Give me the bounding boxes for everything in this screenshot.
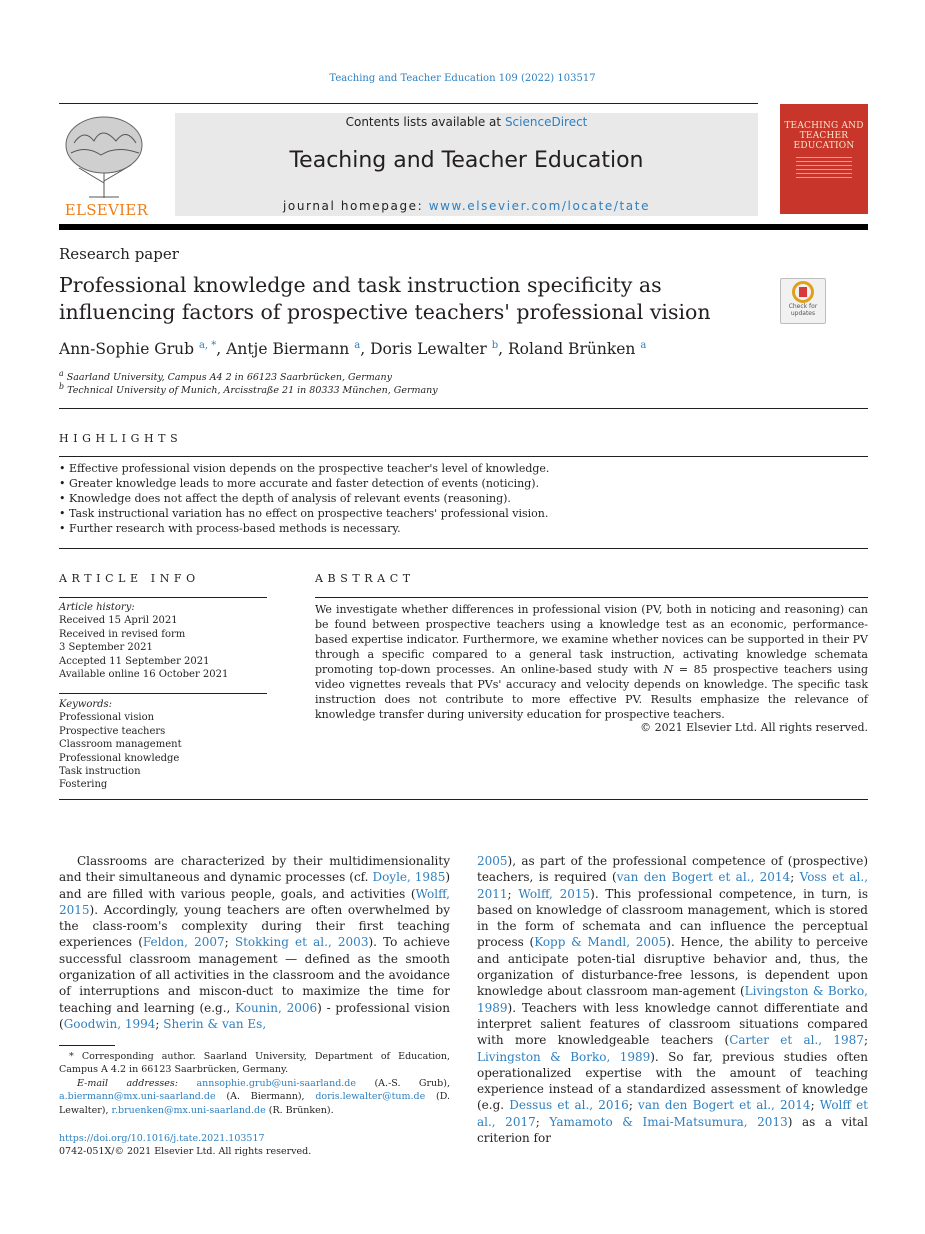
- body-text: Classrooms are characterized by their multidimensionality and their simultaneous and dynamic processes (cf.: [59, 854, 450, 885]
- contents-line: [175, 115, 758, 129]
- cover-decoration: [796, 157, 852, 178]
- header-thick-rule: [59, 224, 868, 230]
- highlight-item: • Further research with process-based methods is necessary.: [59, 522, 401, 535]
- highlight-item: • Task instructional variation has no effect on prospective teachers' professional vision.: [59, 507, 549, 520]
- article-title: Professional knowledge and task instruction specificity as influencing factors of prospective teachers' professional vision: [59, 273, 711, 324]
- author-affiliation-mark[interactable]: a, *: [198, 340, 217, 351]
- history-line: Received 15 April 2021: [59, 615, 178, 627]
- citation-link[interactable]: van den Bogert et al., 2014: [638, 1098, 811, 1113]
- article-info-heading: ARTICLE INFO: [59, 572, 200, 585]
- citation-link[interactable]: Voss et al., 2011: [477, 870, 869, 901]
- history-line: Received in revised form: [59, 628, 186, 640]
- body-text: ) - professional vision (: [59, 1000, 451, 1031]
- citation-link[interactable]: van den Bogert et al., 2014: [616, 870, 791, 885]
- citation-link[interactable]: Sherin & van Es,: [163, 1016, 267, 1031]
- history-line: Available online 16 October 2021: [59, 669, 229, 681]
- journal-reference[interactable]: Teaching and Teacher Education 109 (2022) 103517: [329, 73, 596, 84]
- author-list: Ann-Sophie Grub $^{a, *}$, Antje Biermann $^a$, Doris Lewalter $^b$, Roland Brünken $^a$: [59, 340, 647, 359]
- email-addresses: [59, 1077, 450, 1117]
- article-type: Research paper: [59, 245, 179, 263]
- body-text: ;: [863, 1033, 868, 1048]
- citation-link[interactable]: Wolff, 2015: [59, 886, 450, 917]
- highlights-list: [59, 461, 549, 536]
- section-rule: [59, 408, 868, 409]
- email-owner: (R. Brünken).: [265, 1104, 334, 1116]
- email-link[interactable]: doris.lewalter@tum.de: [315, 1091, 426, 1103]
- citation-link[interactable]: Livingston & Borko, 1989: [477, 984, 868, 1015]
- keywords-label: Keywords:: [59, 699, 113, 710]
- highlight-item: • Knowledge does not affect the depth of analysis of relevant events (reasoning).: [59, 492, 511, 505]
- keywords: [59, 698, 267, 792]
- affiliation-text: Saarland University, Campus A4 2 in 66123 Saarbrücken, Germany: [66, 372, 392, 384]
- doi-link[interactable]: https://doi.org/10.1016/j.tate.2021.103517: [59, 1133, 265, 1144]
- footnote-rule: [59, 1045, 115, 1046]
- email-link[interactable]: annsophie.grub@uni-saarland.de: [196, 1077, 357, 1089]
- highlight-text: Further research with process-based methods is necessary.: [69, 522, 401, 535]
- affiliation-text: Technical University of Munich, Arcisstraße 21 in 80333 München, Germany: [67, 385, 438, 397]
- email-owner: (A.-S. Grub),: [356, 1077, 450, 1089]
- citation-link[interactable]: 2005: [477, 854, 508, 868]
- article-info-rule: [59, 597, 267, 598]
- author-name[interactable]: Roland Brünken: [508, 340, 636, 359]
- footnote: [59, 1050, 450, 1117]
- body-text: ). Hence, the ability to perceive and anticipate poten-tial disruptive behavior and, thus, the organization of disturbance-free lessons, is dependent upon knowledge about classroom man-agement (: [477, 935, 869, 999]
- affiliation-mark: b: [59, 382, 65, 391]
- keyword: Prospective teachers: [59, 725, 166, 737]
- highlight-text: Effective professional vision depends on the prospective teacher's level of knowledge.: [69, 462, 550, 475]
- abstract-variable: N: [663, 663, 674, 676]
- cover-title: TEACHING AND TEACHER EDUCATION: [784, 121, 864, 151]
- issn-line: 0742-051X/© 2021 Elsevier Ltd. All rights reserved.: [59, 1146, 312, 1158]
- keyword: Professional vision: [59, 712, 155, 724]
- keyword: Task instruction: [59, 766, 141, 778]
- body-text: ). This professional competence, in turn, is based on knowledge of classroom management, which is stored in the form of schemata and can influence the perceptual process (: [477, 886, 869, 950]
- journal-cover[interactable]: [780, 104, 868, 214]
- body-text: ;: [507, 886, 519, 901]
- citation-link[interactable]: Yamamoto & Imai-Matsumura, 2013: [549, 1114, 788, 1129]
- citation-link[interactable]: Feldon, 2007: [142, 935, 225, 950]
- citation-link[interactable]: Dessus et al., 2016: [509, 1098, 629, 1113]
- keyword: Professional knowledge: [59, 752, 180, 764]
- abstract-part: We investigate whether differences in professional vision (PV, both in noticing and reasoning) can be found between prospective teachers using a knowledge test as an economic, performance-based expertise indicator. Furthermore, we examine whether novices can be supported in their PV through a specific compared to a general task instruction, activating knowledge schemata promoting top-down processes. An online-based study with: [315, 603, 868, 676]
- abstract-rule: [315, 597, 868, 598]
- elsevier-wordmark: ELSEVIER: [64, 201, 149, 219]
- journal-name[interactable]: Teaching and Teacher Education: [289, 148, 644, 173]
- author-name[interactable]: Ann-Sophie Grub: [59, 340, 195, 359]
- body-text: ;: [224, 935, 235, 950]
- homepage-line: [175, 199, 758, 213]
- abstract-heading: ABSTRACT: [315, 572, 415, 585]
- body-text: ), as part of the professional competence of (prospective) teachers, is required (: [477, 854, 868, 885]
- body-column-right: [477, 853, 868, 1146]
- citation-link[interactable]: Livingston & Borko, 1989: [477, 1049, 651, 1064]
- email-owner: (D. Lewalter),: [59, 1091, 450, 1116]
- keywords-rule: [59, 693, 267, 694]
- highlight-item: • Effective professional vision depends on the prospective teacher's level of knowledge.: [59, 462, 550, 475]
- citation-link[interactable]: Wolff, 2015: [518, 886, 591, 901]
- section-rule: [59, 548, 868, 549]
- contents-prefix: Contents lists available at: [345, 115, 505, 129]
- keyword: Classroom management: [59, 739, 182, 751]
- email-owner: (A. Biermann),: [215, 1091, 316, 1103]
- highlights-heading: HIGHLIGHTS: [59, 432, 183, 445]
- author-name[interactable]: Doris Lewalter: [370, 340, 487, 359]
- body-text: ;: [155, 1016, 164, 1031]
- article-history: [59, 601, 267, 681]
- citation-link[interactable]: Stokking et al., 2003: [234, 935, 369, 950]
- page-footer: [59, 1132, 311, 1159]
- body-column-left: [59, 853, 450, 1032]
- body-text: ;: [628, 1098, 639, 1113]
- section-rule: [59, 799, 868, 800]
- body-text: ). So far, previous studies often operationalized expertise with the amount of teaching experience instead of a standardized assessment of knowledge (e.g.: [477, 1049, 868, 1113]
- highlight-text: Task instructional variation has no effect on prospective teachers' professional vision.: [69, 507, 549, 520]
- citation-link[interactable]: Carter et al., 1987: [729, 1033, 864, 1048]
- citation-link[interactable]: Goodwin, 1994: [63, 1016, 156, 1031]
- history-label: Article history:: [59, 602, 135, 613]
- abstract-copyright: © 2021 Elsevier Ltd. All rights reserved.: [640, 721, 868, 734]
- body-text: ) and are filled with various people, goals, and activities (: [59, 870, 451, 901]
- abstract-part: = 85 prospective teachers using video vignettes reveals that PVs' accuracy and velocity depends on knowledge. The specific task instruction does not contribute to more effective PV. Results emphasize the relevance of knowledge transfer during university education for prospective teachers.: [315, 663, 868, 721]
- sciencedirect-link[interactable]: ScienceDirect: [504, 115, 588, 129]
- body-paragraph: [59, 853, 450, 1032]
- check-for-updates-button[interactable]: [780, 278, 826, 324]
- highlight-text: Greater knowledge leads to more accurate and faster detection of events (noticing).: [69, 477, 540, 490]
- citation-link[interactable]: Kounin, 2006: [235, 1000, 318, 1015]
- author-affiliation-mark[interactable]: a: [354, 340, 361, 351]
- homepage-prefix: journal homepage:: [282, 199, 429, 213]
- body-text: ). Teachers with less knowledge cannot differentiate and interpret salient features of classroom situations compared with more knowledgeable teachers (: [477, 1000, 868, 1048]
- bookmark-icon: [792, 281, 814, 303]
- highlight-text: Knowledge does not affect the depth of analysis of relevant events (reasoning).: [69, 492, 511, 505]
- abstract-text: [315, 602, 868, 722]
- author-affiliation-mark[interactable]: b: [491, 340, 499, 351]
- history-line: Accepted 11 September 2021: [59, 655, 210, 667]
- header-rule: [59, 103, 758, 104]
- highlight-item: • Greater knowledge leads to more accurate and faster detection of events (noticing).: [59, 477, 540, 490]
- homepage-link[interactable]: www.elsevier.com/locate/tate: [428, 199, 651, 213]
- body-text: ;: [790, 870, 800, 885]
- body-text: ;: [810, 1098, 820, 1113]
- author-affiliation-mark[interactable]: a: [640, 340, 647, 351]
- email-link[interactable]: a.biermann@mx.uni-saarland.de: [59, 1091, 216, 1103]
- journal-banner: [175, 113, 758, 216]
- elsevier-logo[interactable]: [59, 113, 154, 218]
- body-text: ) as a vital criterion for: [477, 1114, 868, 1146]
- citation-link[interactable]: Kopp & Mandl, 2005: [534, 935, 667, 950]
- history-line: 3 September 2021: [59, 642, 153, 654]
- email-label: E-mail addresses:: [77, 1077, 197, 1089]
- corresponding-author-note: * Corresponding author. Saarland University, Department of Education, Campus A 4.2 in 66123 Saarbrücken, Germany.: [59, 1051, 450, 1076]
- email-link[interactable]: r.bruenken@mx.uni-saarland.de: [111, 1104, 266, 1116]
- body-text: ;: [535, 1114, 550, 1129]
- highlights-rule: [59, 456, 868, 457]
- check-updates-label: Check for updates: [788, 303, 818, 317]
- keyword: Fostering: [59, 779, 108, 791]
- citation-link[interactable]: Doyle, 1985: [372, 870, 446, 885]
- affiliation: [59, 382, 438, 396]
- affiliation-mark: a: [59, 369, 64, 378]
- citation-link[interactable]: Wolff et al., 2017: [477, 1098, 869, 1129]
- body-paragraph: [477, 853, 868, 1146]
- body-text: ). Accordingly, young teachers are often overwhelmed by the class-room's complexity during their first teaching experiences (: [59, 902, 450, 950]
- body-text: ). To achieve successful classroom management — defined as the smooth organization of all activities in the classroom and the avoidance of interruptions and miscon-duct to maximize the time for teaching and learning (e.g.,: [59, 935, 450, 1015]
- elsevier-tree-icon: [59, 113, 154, 201]
- author-name[interactable]: Antje Biermann: [226, 340, 350, 359]
